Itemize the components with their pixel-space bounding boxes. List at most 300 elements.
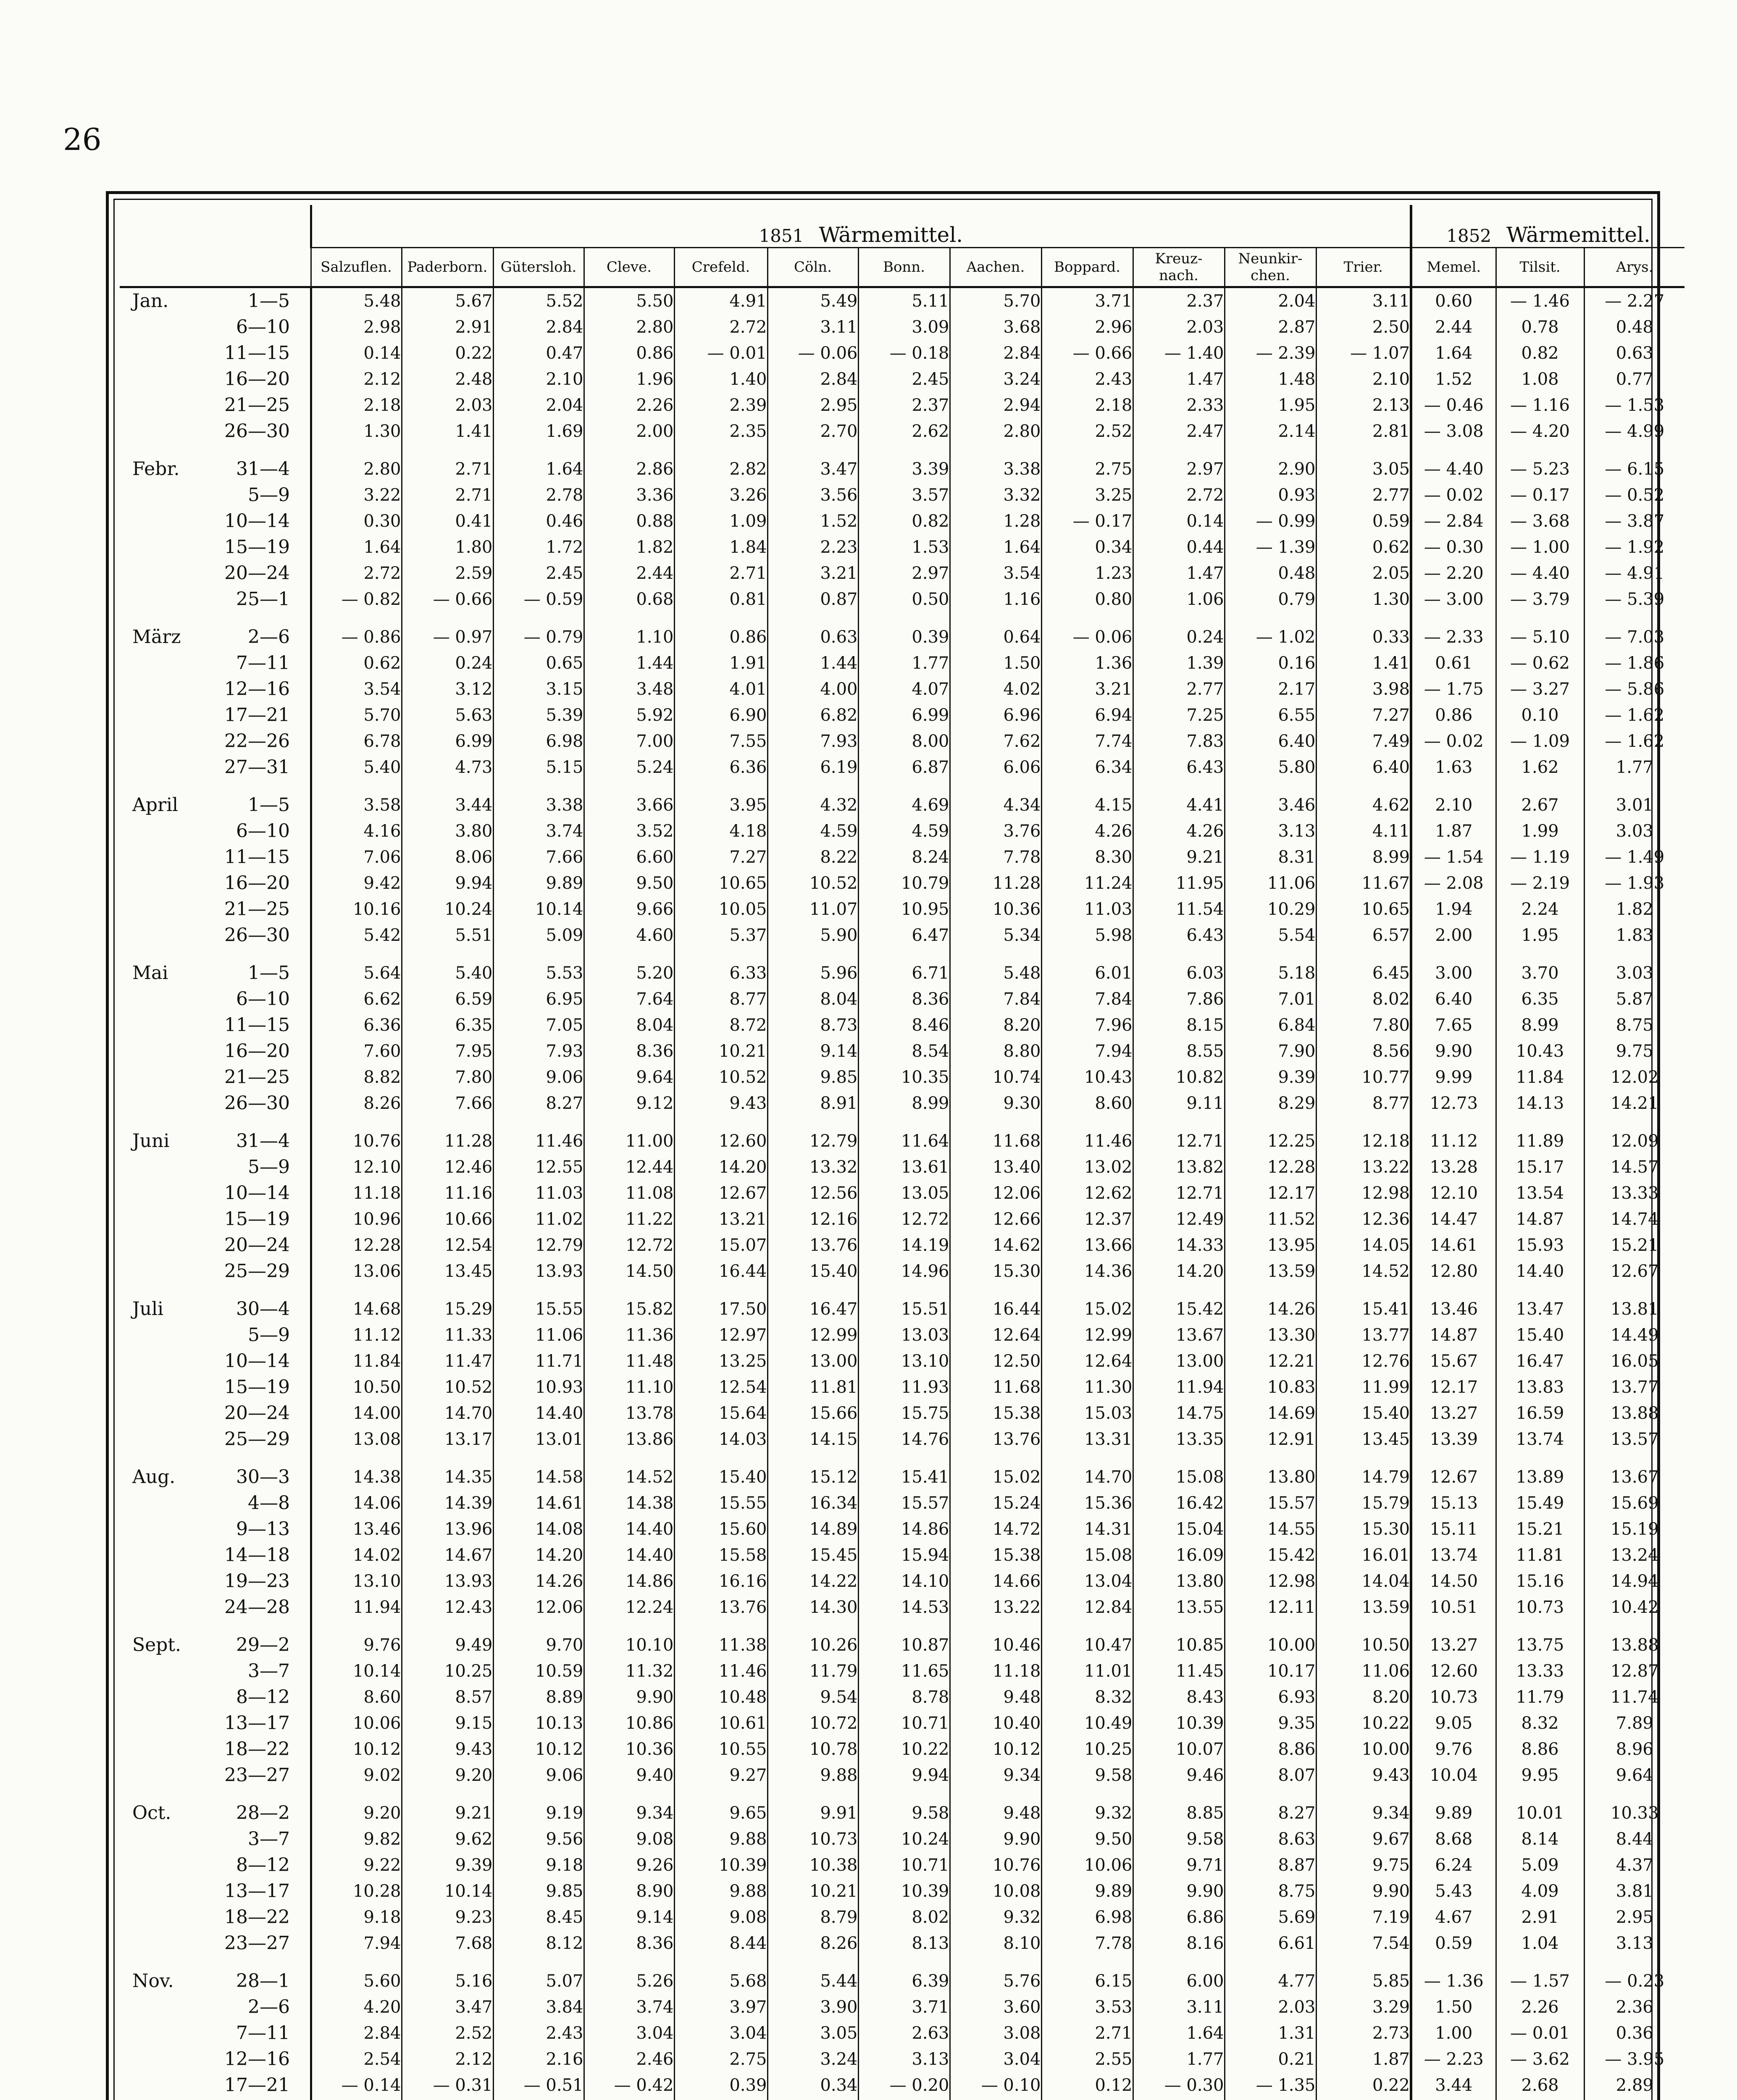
table-cell: 3.66 (584, 780, 674, 818)
table-cell (674, 2098, 767, 2100)
station-header: Bonn. (858, 248, 950, 287)
table-cell: 10.46 (950, 1620, 1041, 1658)
table-cell: 3.47 (402, 1994, 493, 2020)
table-cell: 2.71 (1041, 2020, 1133, 2046)
period-label (120, 986, 311, 1012)
table-cell: 15.42 (1225, 1542, 1316, 1568)
table-cell: 13.82 (1133, 1154, 1225, 1180)
table-cell: 7.66 (493, 844, 584, 870)
table-cell: 5.48 (311, 287, 402, 315)
table-cell: 10.04 (1411, 1762, 1496, 1788)
table-cell: 8.02 (858, 1904, 950, 1930)
table-cell: 2.04 (493, 392, 584, 418)
table-cell: — 2.19 (1496, 870, 1584, 896)
table-cell: 0.48 (1584, 314, 1684, 340)
table-cell: 5.68 (674, 1956, 767, 1994)
table-cell: 8.15 (1133, 1012, 1225, 1038)
table-row (120, 1620, 1684, 1658)
table-cell: 10.52 (674, 1064, 767, 1090)
table-cell: 9.30 (950, 1090, 1041, 1116)
table-cell: 10.47 (1041, 1620, 1133, 1658)
table-cell: 14.69 (1225, 1400, 1316, 1426)
table-cell: 10.96 (311, 1206, 402, 1232)
table-cell: 13.81 (1584, 1284, 1684, 1322)
table-cell: 2.48 (402, 366, 493, 392)
table-cell: 7.55 (674, 728, 767, 754)
table-cell: 12.98 (1225, 1568, 1316, 1594)
table-cell: 2.72 (674, 314, 767, 340)
table-cell: 13.45 (1316, 1426, 1411, 1452)
table-cell: 0.86 (584, 340, 674, 366)
table-cell: — 4.40 (1411, 444, 1496, 482)
table-cell: — 0.52 (1584, 482, 1684, 508)
table-cell: 10.39 (674, 1852, 767, 1878)
table-cell: 9.64 (1584, 1762, 1684, 1788)
period-label (120, 1658, 311, 1684)
table-cell: 3.11 (1133, 1994, 1225, 2020)
year-1852-label: Wärmemittel. (1506, 223, 1650, 247)
table-cell: 14.30 (767, 1594, 858, 1620)
table-cell: 12.10 (1411, 1180, 1496, 1206)
table-cell: 10.43 (1496, 1038, 1584, 1064)
table-cell: 0.14 (1133, 508, 1225, 534)
table-cell: — 3.87 (1584, 508, 1684, 534)
table-cell: 4.69 (858, 780, 950, 818)
table-cell: 0.50 (858, 586, 950, 612)
table-cell: 3.39 (858, 444, 950, 482)
table-cell: — 0.51 (493, 2072, 584, 2098)
table-row (120, 418, 1684, 444)
period-label (120, 1826, 311, 1852)
table-cell: 8.60 (1041, 1090, 1133, 1116)
table-cell (1133, 2098, 1225, 2100)
table-cell: 9.05 (1411, 1710, 1496, 1736)
table-cell: — 1.62 (1584, 728, 1684, 754)
table-cell: 11.46 (674, 1658, 767, 1684)
table-cell: 0.63 (767, 612, 858, 650)
table-cell: 6.90 (674, 702, 767, 728)
table-row (120, 586, 1684, 612)
day-range: 19—23 (224, 1570, 290, 1592)
day-range: 31—4 (236, 1130, 290, 1152)
station-header: Paderborn. (402, 248, 493, 287)
table-cell: 13.03 (858, 1322, 950, 1348)
table-cell: 1.82 (1584, 896, 1684, 922)
table-cell: 10.16 (311, 896, 402, 922)
table-cell: 5.15 (493, 754, 584, 780)
table-cell: 7.90 (1225, 1038, 1316, 1064)
table-cell: 6.40 (1411, 986, 1496, 1012)
table-cell: 5.70 (311, 702, 402, 728)
table-cell: — 2.39 (1225, 340, 1316, 366)
day-range: 11—15 (224, 342, 290, 364)
day-range: 13—17 (224, 1880, 290, 1902)
table-cell: 0.22 (402, 340, 493, 366)
table-cell: 7.94 (311, 1930, 402, 1956)
table-cell: 9.42 (311, 870, 402, 896)
table-cell: 12.72 (858, 1206, 950, 1232)
table-cell: 16.09 (1133, 1542, 1225, 1568)
table-cell: 14.74 (1584, 1206, 1684, 1232)
table-cell: — 1.16 (1496, 392, 1584, 418)
period-label (120, 650, 311, 676)
table-cell: 11.10 (584, 1374, 674, 1400)
period-label (120, 1180, 311, 1206)
table-cell: 11.52 (1225, 1206, 1316, 1232)
table-cell: 3.04 (584, 2020, 674, 2046)
table-cell: — 4.40 (1496, 560, 1584, 586)
table-row (120, 844, 1684, 870)
table-cell: — 0.97 (402, 612, 493, 650)
table-cell: 16.44 (674, 1258, 767, 1284)
table-cell: 12.87 (1584, 1658, 1684, 1684)
table-cell: 11.24 (1041, 870, 1133, 896)
day-range: 15—19 (224, 536, 290, 558)
table-row (120, 1232, 1684, 1258)
period-label (120, 314, 311, 340)
table-row (120, 314, 1684, 340)
table-cell: — 2.20 (1411, 560, 1496, 586)
table-row (120, 1658, 1684, 1684)
table-cell: 3.97 (674, 1994, 767, 2020)
day-range: 26—30 (224, 924, 290, 946)
temperature-table (120, 205, 1684, 2100)
table-cell: 10.87 (858, 1620, 950, 1658)
table-cell: — 1.35 (1225, 2072, 1316, 2098)
table-cell: 14.05 (1316, 1232, 1411, 1258)
table-cell: 8.36 (584, 1930, 674, 1956)
table-cell: 10.00 (1225, 1620, 1316, 1658)
table-cell: 4.91 (674, 287, 767, 315)
table-cell: — 0.20 (858, 2072, 950, 2098)
table-cell: 0.59 (1411, 1930, 1496, 1956)
table-cell: — 0.14 (311, 2072, 402, 2098)
table-cell: 13.01 (493, 1426, 584, 1452)
table-cell: 3.70 (1496, 948, 1584, 986)
table-cell: 2.44 (1411, 314, 1496, 340)
table-cell: 10.85 (1133, 1620, 1225, 1658)
table-cell: 6.01 (1041, 948, 1133, 986)
table-cell: — 0.01 (1496, 2020, 1584, 2046)
day-range: 16—20 (224, 368, 290, 390)
table-cell: 2.80 (950, 418, 1041, 444)
table-cell: 10.21 (674, 1038, 767, 1064)
day-range: 5—9 (248, 484, 290, 506)
table-row (120, 948, 1684, 986)
table-cell: 12.24 (584, 1594, 674, 1620)
table-cell: 9.39 (1225, 1064, 1316, 1090)
table-cell: 14.33 (1133, 1232, 1225, 1258)
period-label (120, 1684, 311, 1710)
table-cell: 6.99 (402, 728, 493, 754)
table-cell: 12.62 (1041, 1180, 1133, 1206)
table-cell: 9.70 (493, 1620, 584, 1658)
table-cell: — 0.23 (1584, 1956, 1684, 1994)
table-cell: 12.36 (1316, 1206, 1411, 1232)
table-row (120, 1788, 1684, 1826)
period-label (120, 728, 311, 754)
table-cell: 7.93 (493, 1038, 584, 1064)
table-cell: 2.24 (1496, 896, 1584, 922)
table-cell: 9.12 (584, 1090, 674, 1116)
table-cell: 14.26 (493, 1568, 584, 1594)
table-cell: 14.08 (493, 1516, 584, 1542)
table-cell: 3.15 (493, 676, 584, 702)
table-cell: 12.73 (1411, 1090, 1496, 1116)
table-cell (1225, 2098, 1316, 2100)
table-cell: 9.43 (1316, 1762, 1411, 1788)
table-cell: 9.65 (674, 1788, 767, 1826)
table-cell: 12.64 (1041, 1348, 1133, 1374)
period-label (120, 366, 311, 392)
table-cell: 2.91 (1496, 1904, 1584, 1930)
table-cell: — 0.17 (1496, 482, 1584, 508)
table-cell: 8.68 (1411, 1826, 1496, 1852)
day-range: 10—14 (224, 1350, 290, 1372)
table-row (120, 366, 1684, 392)
table-cell: 5.44 (767, 1956, 858, 1994)
table-cell: 13.40 (950, 1154, 1041, 1180)
table-cell: 4.01 (674, 676, 767, 702)
table-cell: 5.09 (1496, 1852, 1584, 1878)
table-cell: 2.14 (1225, 418, 1316, 444)
table-cell: 0.82 (1496, 340, 1584, 366)
day-range: 16—20 (224, 1040, 290, 1062)
day-range: 30—4 (236, 1298, 290, 1320)
table-cell: 2.03 (1225, 1994, 1316, 2020)
table-cell: 2.37 (858, 392, 950, 418)
table-cell: 13.96 (402, 1516, 493, 1542)
table-cell: — 4.91 (1584, 560, 1684, 586)
table-cell: — 1.19 (1496, 844, 1584, 870)
table-cell: 0.93 (1225, 482, 1316, 508)
table-cell: 13.80 (1225, 1452, 1316, 1490)
table-cell: 5.40 (311, 754, 402, 780)
table-cell: 15.57 (858, 1490, 950, 1516)
period-label (120, 2020, 311, 2046)
table-cell: 2.10 (493, 366, 584, 392)
table-cell: 2.17 (1225, 676, 1316, 702)
table-cell: 13.25 (674, 1348, 767, 1374)
table-cell: — 0.31 (402, 2072, 493, 2098)
table-row (120, 392, 1684, 418)
table-cell (950, 2098, 1041, 2100)
table-cell: 10.08 (950, 1878, 1041, 1904)
table-cell: 9.14 (584, 1904, 674, 1930)
table-cell: 9.43 (674, 1090, 767, 1116)
table-cell: 6.71 (858, 948, 950, 986)
table-cell: 3.68 (950, 314, 1041, 340)
table-cell: 14.31 (1041, 1516, 1133, 1542)
table-cell: 6.55 (1225, 702, 1316, 728)
day-range: 23—27 (224, 1764, 290, 1786)
table-cell: 7.78 (1041, 1930, 1133, 1956)
table-cell: 1.16 (950, 586, 1041, 612)
period-label (120, 1762, 311, 1788)
table-cell: 2.59 (402, 560, 493, 586)
table-cell: 12.79 (493, 1232, 584, 1258)
month-label: Juli (132, 1298, 164, 1320)
table-cell: 6.47 (858, 922, 950, 948)
table-cell: 14.53 (858, 1594, 950, 1620)
table-cell: 1.77 (1584, 754, 1684, 780)
table-cell: — 0.46 (1411, 392, 1496, 418)
table-cell: 0.81 (674, 586, 767, 612)
table-cell: 9.06 (493, 1064, 584, 1090)
table-cell: 1.95 (1225, 392, 1316, 418)
table-cell: 12.66 (950, 1206, 1041, 1232)
table-cell: 2.72 (311, 560, 402, 586)
table-cell: 2.68 (1496, 2072, 1584, 2098)
table-cell: 10.12 (311, 1736, 402, 1762)
table-cell: 9.90 (1316, 1878, 1411, 1904)
table-cell: 15.41 (858, 1452, 950, 1490)
table-cell: — 1.62 (1584, 702, 1684, 728)
table-cell: — 1.09 (1496, 728, 1584, 754)
table-cell: — 4.20 (1496, 418, 1584, 444)
table-cell: 2.12 (311, 366, 402, 392)
day-range: 6—10 (236, 820, 290, 842)
table-cell: 3.80 (402, 818, 493, 844)
table-cell: 1.63 (1411, 754, 1496, 780)
period-label (120, 1452, 311, 1490)
table-cell: 6.24 (1411, 1852, 1496, 1878)
day-range: 25—29 (224, 1260, 290, 1282)
table-cell: 11.46 (1041, 1116, 1133, 1154)
period-label (120, 1206, 311, 1232)
table-cell: 7.80 (1316, 1012, 1411, 1038)
table-cell: 12.55 (493, 1154, 584, 1180)
table-cell: 0.24 (1133, 612, 1225, 650)
table-cell: 8.26 (311, 1090, 402, 1116)
table-cell: 2.97 (858, 560, 950, 586)
table-cell: — 3.27 (1496, 676, 1584, 702)
table-cell: 14.61 (1411, 1232, 1496, 1258)
table-cell: 3.90 (767, 1994, 858, 2020)
table-cell: 6.45 (1316, 948, 1411, 986)
table-cell: 9.62 (402, 1826, 493, 1852)
table-cell: 3.57 (858, 482, 950, 508)
table-cell: 8.87 (1225, 1852, 1316, 1878)
table-cell: 1.72 (493, 534, 584, 560)
table-cell: 9.94 (402, 870, 493, 896)
table-cell: 10.14 (402, 1878, 493, 1904)
table-cell: 13.95 (1225, 1232, 1316, 1258)
table-row (120, 1090, 1684, 1116)
table-cell: 9.34 (1316, 1788, 1411, 1826)
table-row (120, 1904, 1684, 1930)
table-cell: 10.65 (674, 870, 767, 896)
table-cell: 2.71 (402, 444, 493, 482)
table-cell: 14.58 (493, 1452, 584, 1490)
station-header: Trier. (1316, 248, 1411, 287)
table-row (120, 2046, 1684, 2072)
table-cell: 9.19 (493, 1788, 584, 1826)
table-cell: 4.73 (402, 754, 493, 780)
table-cell: 2.52 (402, 2020, 493, 2046)
table-cell: 16.34 (767, 1490, 858, 1516)
table-cell: — 0.42 (584, 2072, 674, 2098)
table-row (120, 896, 1684, 922)
table-cell: 6.82 (767, 702, 858, 728)
table-cell: 11.74 (1584, 1684, 1684, 1710)
table-cell: 14.94 (1584, 1568, 1684, 1594)
table-cell: 10.06 (1041, 1852, 1133, 1878)
table-cell: 0.79 (1225, 586, 1316, 612)
table-cell: 13.66 (1041, 1232, 1133, 1258)
table-cell: 9.35 (1225, 1710, 1316, 1736)
table-row (120, 1180, 1684, 1206)
table-cell: 10.74 (950, 1064, 1041, 1090)
table-cell: 8.73 (767, 1012, 858, 1038)
table-row (120, 1322, 1684, 1348)
table-row (120, 1426, 1684, 1452)
table-cell: 8.56 (1316, 1038, 1411, 1064)
day-range: 20—24 (224, 1402, 290, 1424)
table-cell: 10.77 (1316, 1064, 1411, 1090)
month-label: Febr. (132, 458, 180, 480)
table-cell: 11.28 (402, 1116, 493, 1154)
table-cell: 6.87 (858, 754, 950, 780)
table-row (120, 922, 1684, 948)
table-cell: 9.26 (584, 1852, 674, 1878)
day-range: 1—5 (248, 290, 290, 312)
table-cell: 8.60 (311, 1684, 402, 1710)
table-row (120, 560, 1684, 586)
table-cell: 14.40 (1496, 1258, 1584, 1284)
period-label (120, 1852, 311, 1878)
table-cell: 10.50 (311, 1374, 402, 1400)
table-cell: 14.50 (1411, 1568, 1496, 1594)
table-cell: — 5.39 (1584, 586, 1684, 612)
table-cell: 14.40 (584, 1542, 674, 1568)
table-cell (858, 2098, 950, 2100)
table-cell: 14.68 (311, 1284, 402, 1322)
table-cell: 2.73 (1316, 2020, 1411, 2046)
table-cell: 11.67 (1316, 870, 1411, 896)
table-cell: — 7.03 (1584, 612, 1684, 650)
table-cell: 14.57 (1584, 1154, 1684, 1180)
month-label: Juni (132, 1130, 170, 1152)
table-cell: 7.01 (1225, 986, 1316, 1012)
table-cell: 0.80 (1041, 586, 1133, 612)
table-cell: 5.60 (311, 1956, 402, 1994)
table-cell: 14.55 (1225, 1516, 1316, 1542)
table-cell: 10.66 (402, 1206, 493, 1232)
table-cell: 15.38 (950, 1400, 1041, 1426)
day-range: 17—21 (224, 2074, 290, 2096)
table-cell: — 2.84 (1411, 508, 1496, 534)
table-cell: 13.33 (1584, 1180, 1684, 1206)
table-cell: 2.77 (1316, 482, 1411, 508)
table-cell: 14.04 (1316, 1568, 1411, 1594)
table-cell: 14.96 (858, 1258, 950, 1284)
table-cell: 0.34 (767, 2072, 858, 2098)
table-cell: 13.28 (1411, 1154, 1496, 1180)
table-cell: 15.04 (1133, 1516, 1225, 1542)
table-cell: 2.75 (674, 2046, 767, 2072)
table-cell (1411, 2098, 1496, 2100)
table-cell: 0.34 (1041, 534, 1133, 560)
table-cell: 6.03 (1133, 948, 1225, 986)
period-label (120, 922, 311, 948)
table-cell: 1.64 (493, 444, 584, 482)
station-header: Memel. (1411, 248, 1496, 287)
table-cell: 3.21 (1041, 676, 1133, 702)
table-cell: 14.36 (1041, 1258, 1133, 1284)
table-cell: 2.71 (402, 482, 493, 508)
table-cell: 1.91 (674, 650, 767, 676)
